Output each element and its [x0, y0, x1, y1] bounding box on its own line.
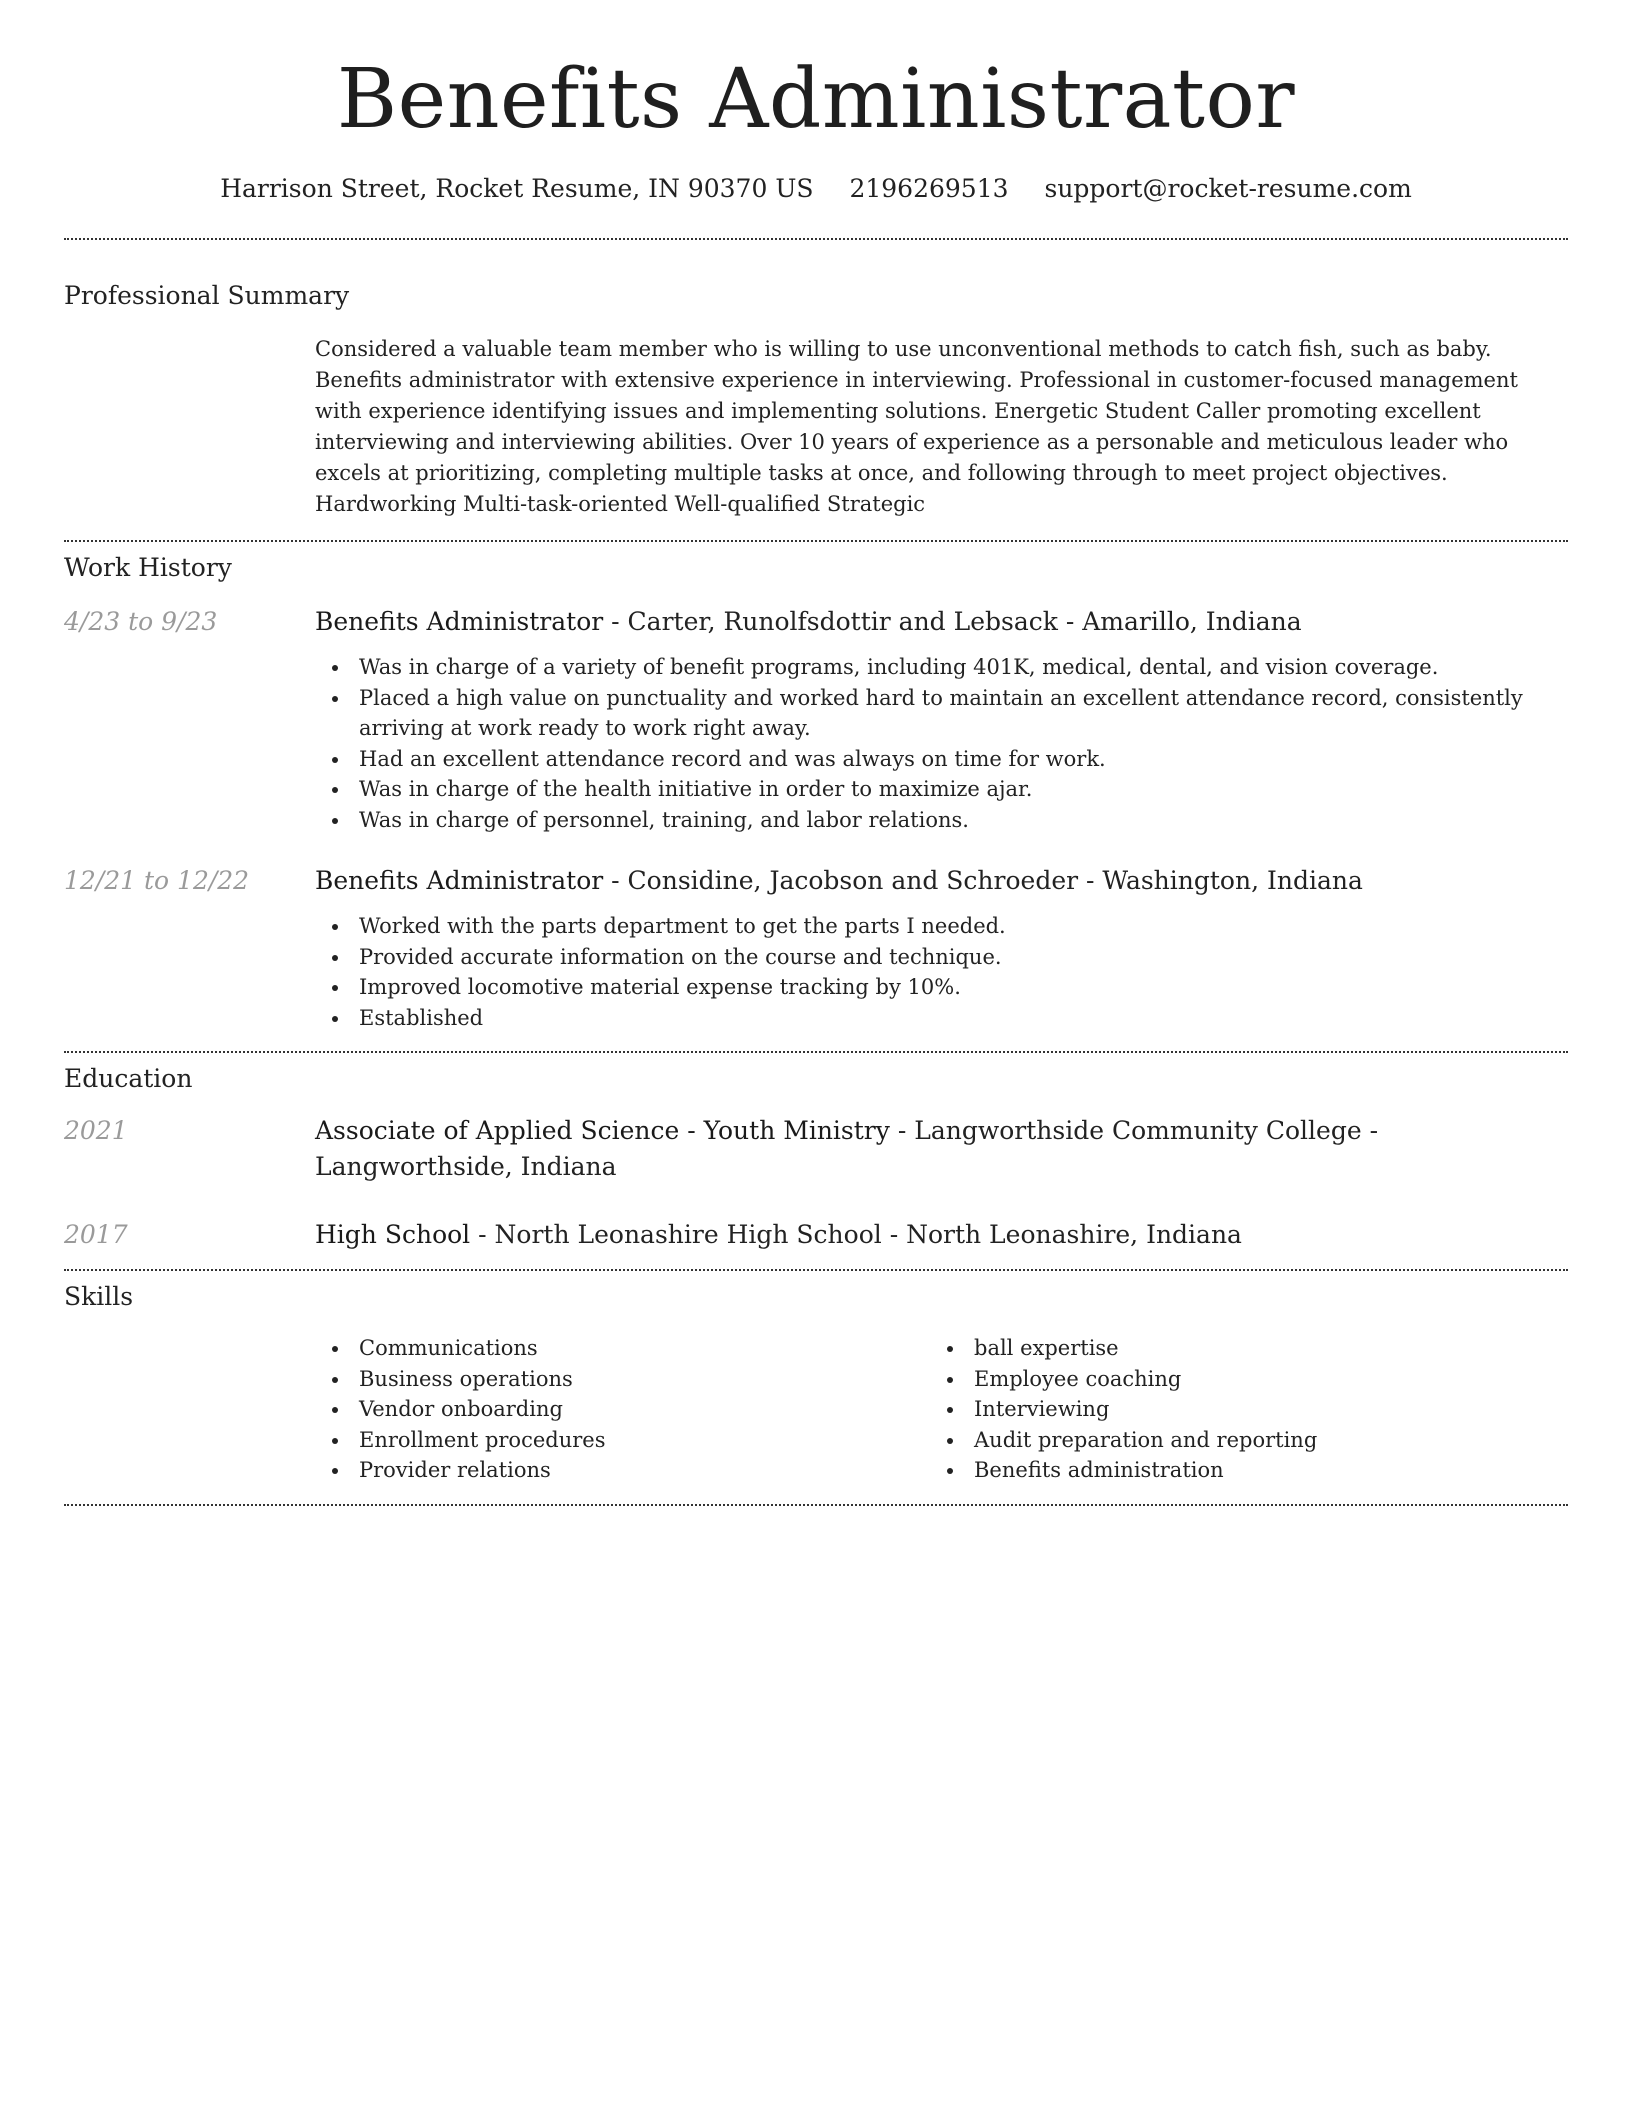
- skill-item: Enrollment procedures: [315, 1425, 930, 1456]
- education-degree: High School: [315, 1220, 471, 1249]
- list-item: Had an excellent attendance record and was always on time for work.: [315, 744, 1568, 775]
- list-item: Was in charge of personnel, training, and labor relations.: [315, 805, 1568, 836]
- summary-text: Considered a valuable team member who is willing to use unconventional methods to catch fish, such as baby. Benefits administrator with extensive experience in interviewing. Professional in customer-focused management with experience identifying issues and implementing solutions. Energetic Student Caller promoting excellent interviewing and interviewing abilities. Over 10 years of experience as a personable and meticulous leader who excels at prioritizing, completing multiple tasks at once, and following through to meet project objectives. Hardworking Multi-task-oriented Well-qualified Strategic: [315, 337, 1518, 516]
- job-heading: [315, 604, 1568, 640]
- work-history-section: [64, 542, 1568, 1033]
- job-details: - Carter, Runolfsdottir and Lebsack - Amarillo, Indiana: [603, 607, 1302, 636]
- skills-section: [64, 1271, 1568, 1486]
- skill-item: Employee coaching: [930, 1364, 1545, 1395]
- job-dates: 4/23 to 9/23: [64, 607, 218, 636]
- education-degree: Associate of Applied Science - Youth Ministry: [315, 1116, 890, 1145]
- list-item: Placed a high value on punctuality and worked hard to maintain an excellent attendance record, consistently arriving at work ready to work right away.: [315, 683, 1568, 744]
- skill-item: Provider relations: [315, 1455, 930, 1486]
- education-heading: [315, 1113, 1568, 1185]
- skills-column-2: [930, 1333, 1545, 1486]
- job-heading: [315, 863, 1568, 899]
- section-title-education: Education: [64, 1064, 193, 1093]
- job-bullets: [315, 911, 1568, 1033]
- list-item: Worked with the parts department to get the parts I needed.: [315, 911, 1568, 942]
- skills-grid: [315, 1333, 1568, 1486]
- education-entry: [64, 1217, 1568, 1253]
- skill-item: Audit preparation and reporting: [930, 1425, 1545, 1456]
- education-entry: [64, 1113, 1568, 1185]
- skill-item: Communications: [315, 1333, 930, 1364]
- contact-line: [64, 174, 1568, 204]
- education-section: [64, 1053, 1568, 1253]
- list-item: Improved locomotive material expense tracking by 10%.: [315, 972, 1568, 1003]
- education-year: 2017: [64, 1220, 128, 1249]
- skill-item: Business operations: [315, 1364, 930, 1395]
- divider: [64, 1504, 1568, 1506]
- education-year: 2021: [64, 1116, 128, 1145]
- skill-item: Benefits administration: [930, 1455, 1545, 1486]
- section-title-skills: Skills: [64, 1282, 134, 1311]
- skills-spacer: [64, 1333, 315, 1486]
- list-item: Was in charge of a variety of benefit programs, including 401K, medical, dental, and vision coverage.: [315, 652, 1568, 683]
- skill-item: ball expertise: [930, 1333, 1545, 1364]
- summary-section: [64, 240, 1568, 520]
- list-item: Established: [315, 1003, 1568, 1034]
- job-entry: [64, 604, 1568, 835]
- candidate-name: Benefits Administrator: [336, 52, 1296, 147]
- education-details: - North Leonashire High School - North Leonashire, Indiana: [470, 1220, 1242, 1249]
- contact-address: Harrison Street, Rocket Resume, IN 90370 US: [220, 174, 814, 203]
- job-dates: 12/21 to 12/22: [64, 866, 250, 895]
- education-heading: [315, 1217, 1568, 1253]
- skills-column-1: [315, 1333, 930, 1486]
- job-role: Benefits Administrator: [315, 607, 604, 636]
- job-entry: [64, 863, 1568, 1033]
- section-title-work-history: Work History: [64, 553, 232, 582]
- list-item: Provided accurate information on the course and technique.: [315, 942, 1568, 973]
- job-role: Benefits Administrator: [315, 866, 604, 895]
- contact-phone: 2196269513: [849, 174, 1009, 203]
- contact-email: support@rocket-resume.com: [1044, 174, 1412, 203]
- education-details: - Langworthside Community College - Langworthside, Indiana: [315, 1116, 1379, 1181]
- section-title-summary: Professional Summary: [64, 281, 350, 310]
- summary-spacer: [64, 334, 315, 520]
- skill-item: Vendor onboarding: [315, 1394, 930, 1425]
- job-details: - Considine, Jacobson and Schroeder - Washington, Indiana: [603, 866, 1363, 895]
- list-item: Was in charge of the health initiative in order to maximize ajar.: [315, 774, 1568, 805]
- skill-item: Interviewing: [930, 1394, 1545, 1425]
- job-bullets: [315, 652, 1568, 835]
